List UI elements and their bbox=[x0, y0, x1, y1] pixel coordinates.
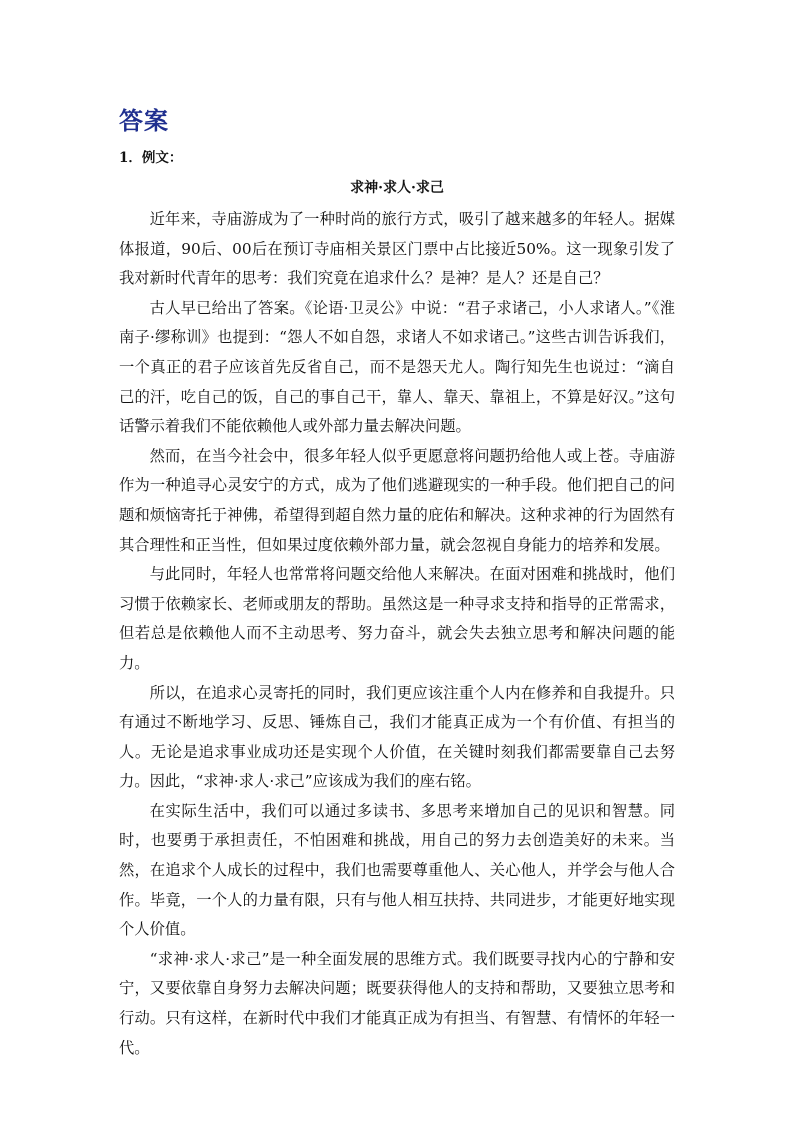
essay-paragraph: 古人早已给出了答案。《论语·卫灵公》中说：“君子求诸己，小人求诸人。”《淮南子·缪称训》也提到：“怨人不如自怨，求诸人不如求诸己。”这些古训告诉我们，一个真正的君子应该首先反省自己，而不是怨天尤人。陶行知先生也说过：“滴自己的汗，吃自己的饭，自己的事自己干，靠人、靠天、靠祖上，不算是好汉。”这句话警示着我们不能依赖他人或外部力量去解决问题。 bbox=[119, 298, 675, 436]
question-number: 1． bbox=[119, 150, 142, 166]
answer-heading: 答案 bbox=[119, 107, 169, 135]
question-label-text: 例文： bbox=[141, 150, 183, 166]
essay-paragraph: 与此同时，年轻人也常常将问题交给他人来解决。在面对困难和挑战时，他们习惯于依赖家长、老师或朋友的帮助。虽然这是一种寻求支持和指导的正常需求，但若总是依赖他人而不主动思考、努力奋斗，就会失去独立思考和解决问题的能力。 bbox=[119, 565, 675, 672]
essay-title: 求神·求人·求己 bbox=[350, 180, 444, 196]
essay-paragraph: 近年来，寺庙游成为了一种时尚的旅行方式，吸引了越来越多的年轻人。据媒体报道，90后、00后在预订寺庙相关景区门票中占比接近50%。这一现象引发了我对新时代青年的思考：我们究竟在追求什么？是神？是人？还是自己？ bbox=[119, 210, 675, 288]
essay-paragraph: “求神·求人·求己”是一种全面发展的思维方式。我们既要寻找内心的宁静和安宁，又要依靠自身努力去解决问题；既要获得他人的支持和帮助，又要独立思考和行动。只有这样，在新时代中我们才能真正成为有担当、有智慧、有情怀的年轻一代。 bbox=[119, 949, 675, 1057]
essay-body bbox=[119, 205, 675, 1063]
essay-paragraph: 所以，在追求心灵寄托的同时，我们更应该注重个人内在修养和自我提升。只有通过不断地学习、反思、锤炼自己，我们才能真正成为一个有价值、有担当的人。无论是追求事业成功还是实现个人价值，在关键时刻我们都需要靠自己去努力。因此，“求神·求人·求己”应该成为我们的座右铭。 bbox=[119, 683, 675, 791]
question-label bbox=[119, 146, 182, 166]
essay-paragraph: 然而，在当今社会中，很多年轻人似乎更愿意将问题扔给他人或上苍。寺庙游作为一种追寻心灵安宁的方式，成为了他们逃避现实的一种手段。他们把自己的问题和烦恼寄托于神佛，希望得到超自然力量的庇佑和解决。这种求神的行为固然有其合理性和正当性，但如果过度依赖外部力量，就会忽视自身能力的培养和发展。 bbox=[119, 446, 675, 554]
essay-paragraph: 在实际生活中，我们可以通过多读书、多思考来增加自己的见识和智慧。同时，也要勇于承担责任，不怕困难和挑战，用自己的努力去创造美好的未来。当然，在追求个人成长的过程中，我们也需要尊重他人、关心他人，并学会与他人合作。毕竟，一个人的力量有限，只有与他人相互扶持、共同进步，才能更好地实现个人价值。 bbox=[119, 801, 675, 939]
